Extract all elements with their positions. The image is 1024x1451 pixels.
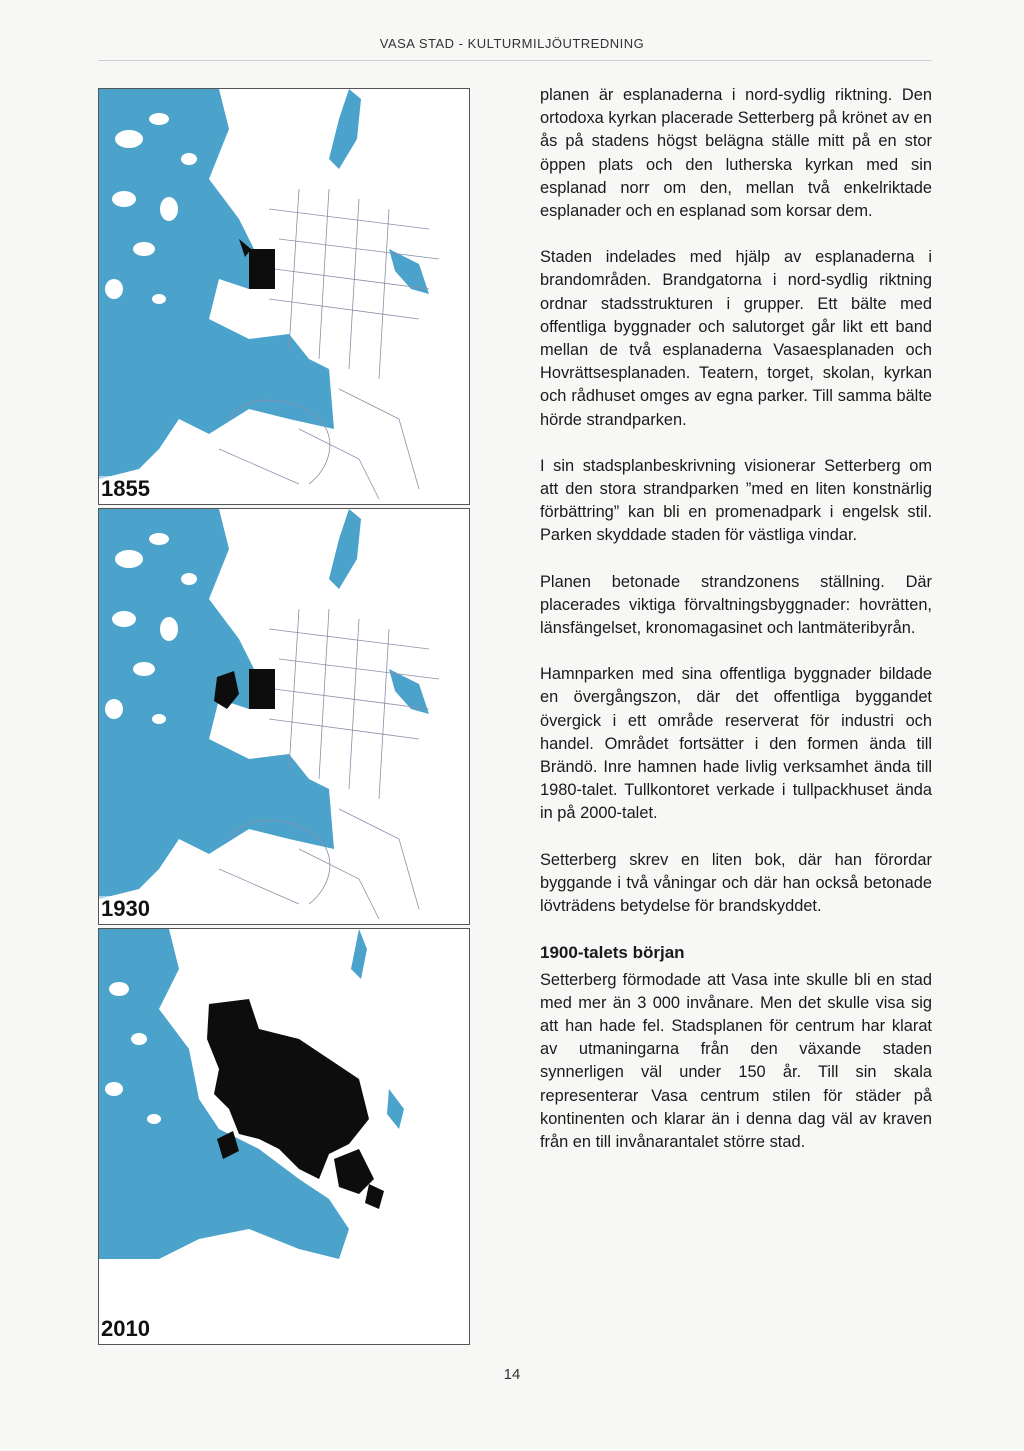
map-1855-drawing bbox=[99, 89, 469, 504]
body-paragraph: Planen betonade strandzonens ställning. Där placerades viktiga förvaltningsbyggnader: hovrätten, länsfängelset, kronomagasinet och lantmäteribyrån. bbox=[540, 572, 932, 638]
map-year-label: 1930 bbox=[101, 896, 150, 921]
body-paragraph: Staden indelades med hjälp av esplanaderna i brandområden. Brandgatorna i nord-sydlig riktning ordnar stadsstrukturen i grupper. Ett bälte med offentliga byggnader och salutorget går likt ett band mellan de två esplanaderna Vasaesplanaden och Hovrättsesplanaden. Teatern, torget, skolan, kyrkan och rådhuset omges av egna parker. Till samma bälte hörde strandparken. bbox=[540, 248, 932, 429]
section-paragraph: Setterberg förmodade att Vasa inte skulle bli en stad med mer än 3 000 invånare. Men det skulle visa sig att han hade fel. Stadsplanen för centrum har klarat av utmaningarna från den växande staden synnerligen väl under 150 år. Till sin skala representerar Vasa centrum stilen för städer på kontinenten och klarar än i denna dag väl av kraven från en till invånarantalet större stad. bbox=[540, 970, 932, 1151]
body-text-column bbox=[540, 84, 932, 1177]
map-1930-drawing bbox=[99, 509, 469, 924]
header-divider bbox=[98, 60, 932, 61]
map-2010 bbox=[98, 928, 470, 1345]
body-paragraph: Hamnparken med sina offentliga byggnader bildade en övergångszon, där det offentliga byggandet övergick i ett område reserverat för industri och handel. Området fortsätter i den formen ända till Brändö. Inre hamnen hade livlig verksamhet ända till 1980-talet. Tullkontoret verkade i tullpackhuset ända in på 2000-talet. bbox=[540, 665, 932, 823]
map-1855 bbox=[98, 88, 470, 505]
map-year-label: 2010 bbox=[101, 1316, 150, 1341]
page-number: 14 bbox=[503, 1366, 521, 1383]
section-heading: 1900-talets början bbox=[540, 943, 685, 963]
running-header: VASA STAD - KULTURMILJÖUTREDNING bbox=[379, 36, 645, 51]
map-year-label: 1855 bbox=[101, 476, 150, 501]
map-1930 bbox=[98, 508, 470, 925]
body-paragraph: Setterberg skrev en liten bok, där han förordar byggande i två våningar och där han också betonade lövträdens betydelse för brandskyddet. bbox=[540, 850, 932, 916]
map-2010-drawing bbox=[99, 929, 469, 1344]
map-series bbox=[98, 88, 470, 1348]
body-paragraph: I sin stadsplanbeskrivning visionerar Setterberg om att den stora strandparken ”med en liten konstnärlig förbättring” kan bli en promenadpark i engelsk stil. Parken skyddade staden för västliga vindar. bbox=[540, 456, 932, 545]
body-paragraph: planen är esplanaderna i nord-sydlig riktning. Den ortodoxa kyrkan placerade Setterberg på krönet av en ås på stadens högst belägna ställe mitt på en stor öppen plats och den lutherska kyrkan med sin esplanad norr om den, mellan två enkelriktade esplanader och en esplanad som korsar dem. bbox=[540, 86, 932, 221]
